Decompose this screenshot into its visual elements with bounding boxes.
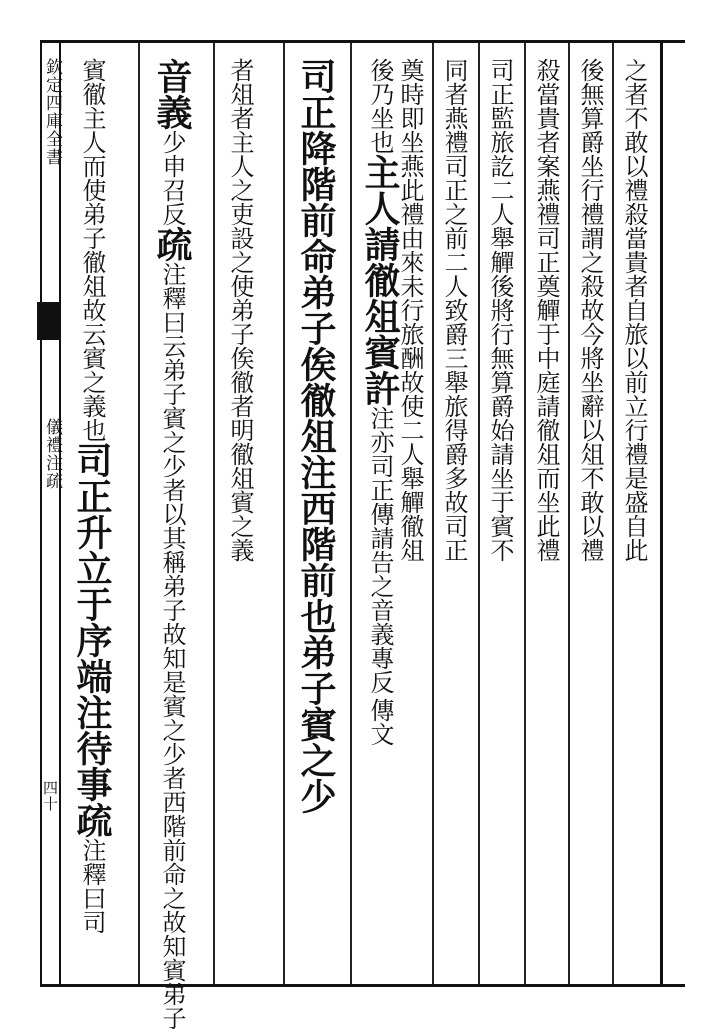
twin-annotation-right: 傳文 (366, 698, 394, 746)
small-text: 賓徹主人而使弟子徹俎故云賓之義也 (78, 58, 106, 442)
text-column-3: 殺當貴者案燕禮司正奠觶于中庭請徹俎而坐此禮 (532, 58, 560, 562)
text-column-6: 奠時即坐燕此禮由來未行旅酬故使二人舉觶徹俎 (396, 58, 424, 562)
frame-top-border (40, 40, 685, 43)
frame-right-border (660, 40, 663, 987)
text-column-1: 之者不敢以禮殺當貴者自旅以前立行禮是盛自此 (620, 58, 648, 562)
margin-library-title: 欽定四庫全書 (42, 58, 62, 166)
small-text: 注釋曰司 (78, 838, 106, 934)
main-text: 音義 (151, 58, 193, 130)
column-rule (432, 43, 434, 984)
text-column-11 (72, 58, 112, 978)
margin-folio-number: 四十 (41, 780, 59, 812)
fishtail-mark (37, 302, 61, 340)
main-text: 司正升立于序端 (71, 442, 113, 694)
column-rule (213, 43, 215, 984)
text-column-4: 司正監旅訖二人舉觶後將行無算爵始請坐于賓不 (486, 58, 514, 562)
frame-left-border (40, 40, 42, 987)
twin-annotation-left: 專反 (366, 646, 394, 694)
text-column-2: 後無算爵坐行禮謂之殺故今將坐辭以俎不敢以禮 (576, 58, 604, 562)
small-text: 後乃坐也 (366, 58, 394, 154)
text-column-10 (151, 58, 193, 1030)
small-text: 注亦司正傳請告之音義 (366, 406, 394, 646)
column-rule (612, 43, 614, 984)
main-text: 注待事疏 (71, 694, 113, 838)
margin-book-title: 儀禮注疏 (42, 418, 62, 490)
column-rule (138, 43, 140, 984)
main-text: 疏 (151, 226, 193, 262)
column-rule (568, 43, 570, 984)
text-column-7 (360, 58, 400, 978)
text-column-9: 者俎者主人之吏設之使弟子俟徹者明徹俎賓之義 (226, 58, 254, 562)
small-text: 注釋曰云弟子賓之少者以其稱弟子故知是賓之少者西階前命之故知賓弟子 (158, 262, 186, 1030)
column-rule (283, 43, 285, 984)
main-text: 主人請徹俎賓許 (359, 154, 401, 406)
small-text: 少申召反 (158, 130, 186, 226)
text-column-5: 同者燕禮司正之前二人致爵三舉旅得爵多故司正 (440, 58, 468, 562)
column-rule (478, 43, 480, 984)
column-rule (524, 43, 526, 984)
margin-divider (59, 43, 61, 984)
twin-annotation (367, 646, 392, 746)
frame-bottom-border (40, 984, 685, 987)
text-column-8: 司正降階前命弟子俟徹俎注西階前也弟子賓之少 (295, 58, 337, 814)
column-rule (350, 43, 352, 984)
